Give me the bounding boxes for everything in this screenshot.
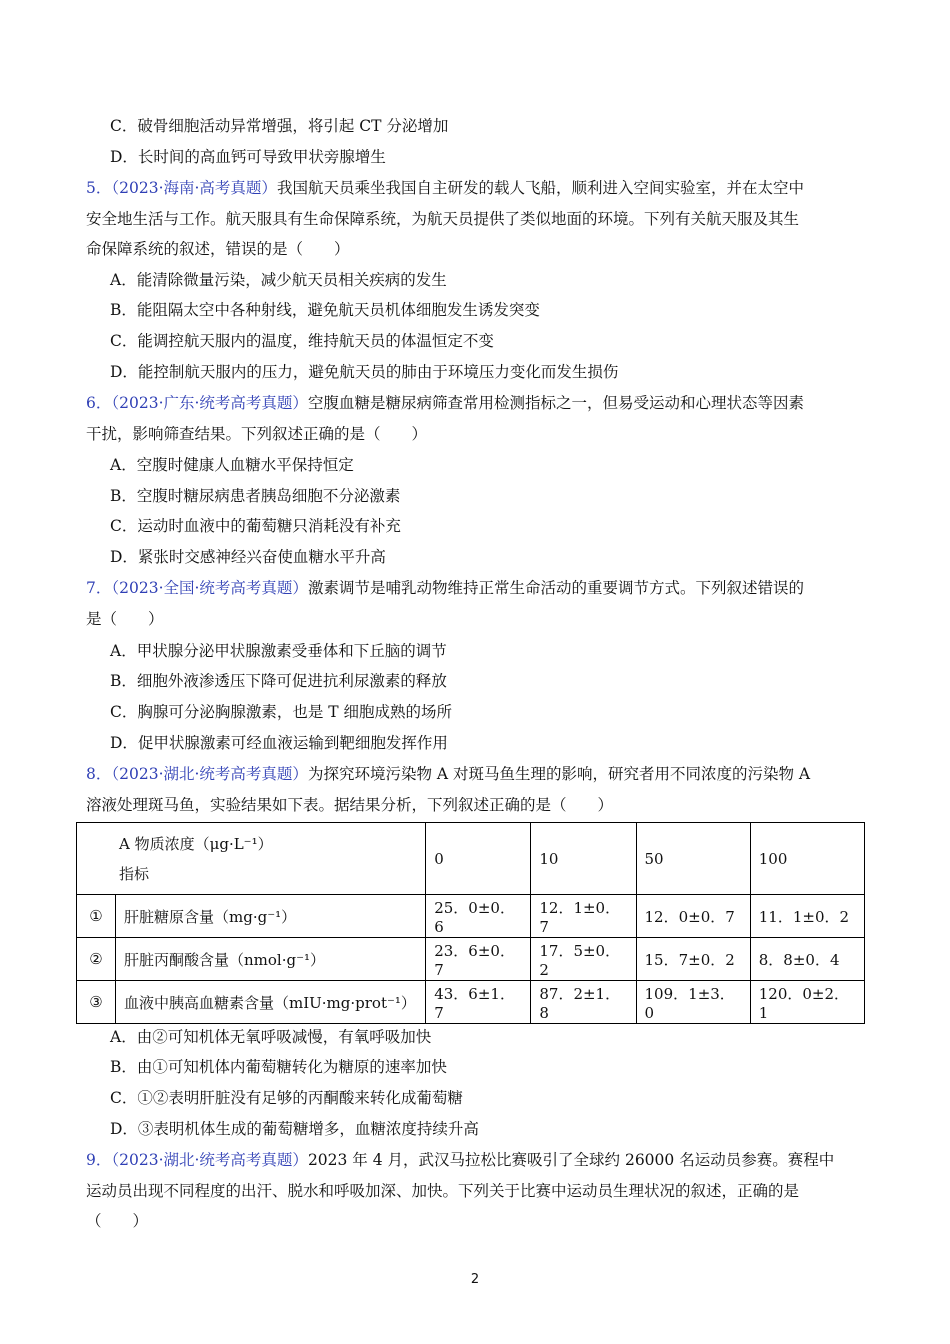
table-cell: 12．1±0．7	[531, 895, 636, 938]
question-9-line-3: （ ）	[86, 1212, 149, 1230]
option-a: A．由②可知机体无氧呼吸减慢，有氧呼吸加快	[110, 1028, 432, 1046]
option-b: B．能阻隔太空中各种射线，避免航天员机体细胞发生诱发突变	[110, 301, 540, 319]
table-row	[77, 895, 865, 938]
option-c: C．运动时血液中的葡萄糖只消耗没有补充	[110, 517, 401, 535]
question-number: 7．	[86, 579, 112, 597]
table-cell: 15．7±0．2	[636, 938, 750, 981]
question-number: 5．	[86, 179, 112, 197]
row-index: ②	[77, 938, 116, 981]
question-number: 6．	[86, 394, 112, 412]
row-label: 血液中胰高血糖素含量（mIU·mg·prot⁻¹）	[116, 981, 426, 1024]
question-number: 8．	[86, 765, 112, 783]
data-table	[76, 822, 865, 1024]
question-5-stem	[86, 177, 864, 199]
table-cell: 12．0±0．7	[636, 895, 750, 938]
question-6-line-2: 干扰，影响筛查结果。下列叙述正确的是（ ）	[86, 425, 428, 443]
question-9-line-2: 运动员出现不同程度的出汗、脱水和呼吸加深、加快。下列关于比赛中运动员生理状况的叙述，正确的是	[86, 1182, 800, 1200]
table-header-row	[77, 823, 865, 895]
question-text: 激素调节是哺乳动物维持正常生命活动的重要调节方式。下列叙述错误的	[307, 579, 804, 597]
question-text: 2023 年 4 月，武汉马拉松比赛吸引了全球约 26000 名运动员参赛。赛程中	[307, 1151, 835, 1169]
column-header: 0	[426, 823, 531, 895]
row-index: ①	[77, 895, 116, 938]
table-cell: 109．1±3．0	[636, 981, 750, 1024]
table-cell: 17．5±0．2	[531, 938, 636, 981]
table-header-cell	[77, 823, 426, 895]
question-text: 空腹血糖是糖尿病筛查常用检测指标之一，但易受运动和心理状态等因素	[307, 394, 804, 412]
question-text: 我国航天员乘坐我国自主研发的载人飞船，顺利进入空间实验室，并在太空中	[276, 179, 804, 197]
indicator-header: 指标	[119, 864, 150, 883]
option-d: D．③表明机体生成的葡萄糖增多，血糖浓度持续升高	[110, 1120, 479, 1138]
table-row	[77, 981, 865, 1024]
question-source: （2023·广东·统考高考真题）	[111, 394, 308, 412]
column-header: 50	[636, 823, 750, 895]
question-5-line-3: 命保障系统的叙述，错误的是（ ）	[86, 240, 350, 258]
row-index: ③	[77, 981, 116, 1024]
table-cell: 25．0±0．6	[426, 895, 531, 938]
question-8-stem	[86, 763, 864, 785]
question-text: 为探究环境污染物 A 对斑马鱼生理的影响，研究者用不同浓度的污染物 A	[307, 765, 811, 783]
page-number: 2	[470, 1272, 480, 1287]
option-a: A．空腹时健康人血糖水平保持恒定	[110, 456, 354, 474]
question-source: （2023·海南·高考真题）	[111, 179, 277, 197]
option-b: B．细胞外液渗透压下降可促进抗利尿激素的释放	[110, 672, 447, 690]
question-7-stem	[86, 577, 864, 599]
table-cell: 11．1±0．2	[750, 895, 864, 938]
option-c: C．胸腺可分泌胸腺激素，也是 T 细胞成熟的场所	[110, 703, 453, 721]
row-label: 肝脏糖原含量（mg·g⁻¹）	[116, 895, 426, 938]
option-c: C．能调控航天服内的温度，维持航天员的体温恒定不变	[110, 332, 494, 350]
option-d: D．能控制航天服内的压力，避免航天员的肺由于环境压力变化而发生损伤	[110, 363, 619, 381]
option-d: D．促甲状腺激素可经血液运输到靶细胞发挥作用	[110, 734, 448, 752]
option-d: D．紧张时交感神经兴奋使血糖水平升高	[110, 548, 386, 566]
column-header: 100	[750, 823, 864, 895]
option-a: A．甲状腺分泌甲状腺激素受垂体和下丘脑的调节	[110, 642, 447, 660]
question-source: （2023·全国·统考高考真题）	[111, 579, 308, 597]
column-header: 10	[531, 823, 636, 895]
question-7-line-2: 是（ ）	[86, 610, 164, 628]
question-9-stem	[86, 1149, 864, 1171]
question-8-line-2: 溶液处理斑马鱼，实验结果如下表。据结果分析，下列叙述正确的是（ ）	[86, 796, 614, 814]
table-cell: 23．6±0．7	[426, 938, 531, 981]
question-number: 9．	[86, 1151, 112, 1169]
question-source: （2023·湖北·统考高考真题）	[111, 1151, 308, 1169]
table-cell: 43．6±1．7	[426, 981, 531, 1024]
table-cell: 120．0±2．1	[750, 981, 864, 1024]
table-row	[77, 938, 865, 981]
concentration-header: A 物质浓度（μg·L⁻¹）	[119, 834, 273, 853]
question-5-line-2: 安全地生活与工作。航天服具有生命保障系统，为航天员提供了类似地面的环境。下列有关航天服及其生	[86, 210, 800, 228]
row-label: 肝脏丙酮酸含量（nmol·g⁻¹）	[116, 938, 426, 981]
option-a: A．能清除微量污染，减少航天员相关疾病的发生	[110, 271, 447, 289]
question-6-stem	[86, 392, 864, 414]
option-d: D．长时间的高血钙可导致甲状旁腺增生	[110, 148, 386, 166]
option-b: B．由①可知机体内葡萄糖转化为糖原的速率加快	[110, 1058, 447, 1076]
question-source: （2023·湖北·统考高考真题）	[111, 765, 308, 783]
option-c: C．破骨细胞活动异常增强，将引起 CT 分泌增加	[110, 117, 449, 135]
option-b: B．空腹时糖尿病患者胰岛细胞不分泌激素	[110, 487, 401, 505]
option-c: C．①②表明肝脏没有足够的丙酮酸来转化成葡萄糖	[110, 1089, 463, 1107]
table-cell: 8．8±0．4	[750, 938, 864, 981]
table-cell: 87．2±1．8	[531, 981, 636, 1024]
